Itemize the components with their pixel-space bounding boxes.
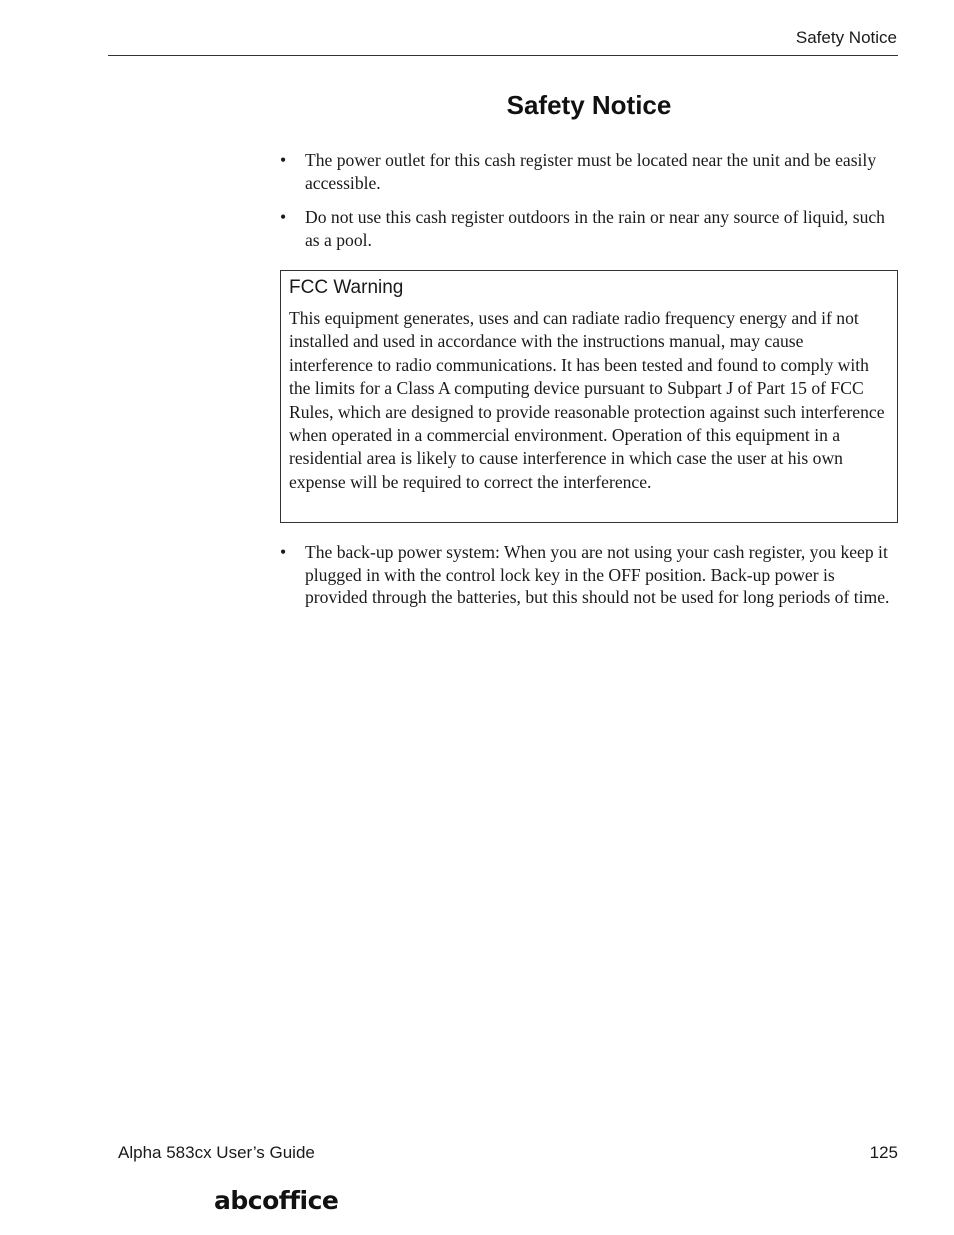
bullet-text: The power outlet for this cash register must be located near the unit and be easily accessible. — [305, 150, 877, 193]
footer-page-number: 125 — [869, 1143, 898, 1162]
fcc-warning-box — [280, 270, 898, 523]
list-item — [280, 206, 898, 251]
list-item — [280, 541, 898, 609]
list-item — [280, 149, 898, 194]
page-title: Safety Notice — [506, 90, 672, 120]
fcc-warning-text: This equipment generates, uses and can radiate radio frequency energy and if not installed and used in accordance with the instructions manual, may cause interference to radio communications. It has been tested and found to comply with the limits for a Class A computing device pursuant to Subpart J of Part 15 of FCC Rules, which are designed to provide reasonable protection against such interference when operated in a commercial environment. Operation of this equipment in a residential area is likely to cause interference in which case the user at his own expense will be required to correct the interference. — [289, 308, 885, 492]
footer-guide-title: Alpha 583cx User’s Guide — [118, 1143, 315, 1162]
bottom-bullet-list — [280, 541, 898, 621]
bullet-icon: • — [280, 542, 287, 562]
bullet-text: The back-up power system: When you are not using your cash register, you keep it plugged in with the control lock key in the OFF position. Back-up power is provided through the batteries, but this should not be used for long periods of time. — [305, 542, 890, 607]
top-bullet-list — [280, 149, 898, 263]
fcc-warning-title: FCC Warning — [289, 277, 404, 298]
abcoffice-logo: abcoffice — [214, 1186, 339, 1215]
running-header: Safety Notice — [795, 28, 897, 47]
bullet-icon: • — [280, 150, 287, 170]
bullet-text: Do not use this cash register outdoors in the rain or near any source of liquid, such as a pool. — [305, 207, 885, 250]
bullet-icon: • — [280, 207, 287, 227]
header-rule — [108, 55, 898, 56]
